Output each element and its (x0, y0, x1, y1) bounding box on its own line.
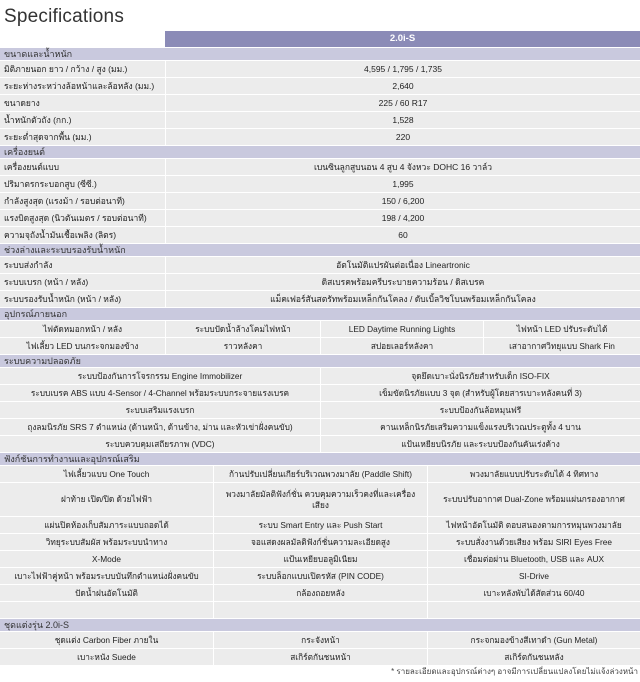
feature-cell: พวงมาลัยแบบปรับระดับได้ 4 ทิศทาง (428, 466, 640, 482)
feature-cell: ระบบปรับอากาศ Dual-Zone พร้อมแผ่นกรองอากาศ (428, 483, 640, 516)
spec-label: ระยะห่างระหว่างล้อหน้าและล้อหลัง (มม.) (0, 78, 165, 94)
spec-value: แม็คเฟอร์สันสตรัทพร้อมเหล็กกันโคลง / ดับเบิ้ลวิชโบนพร้อมเหล็กกันโคลง (166, 291, 640, 307)
feature-cell: จอแสดงผลมัลติฟังก์ชั่นความละเอียดสูง (214, 534, 427, 550)
feature-cell: สเกิร์ตกันชนหลัง (428, 649, 640, 665)
spec-label: ปริมาตรกระบอกสูบ (ซีซี.) (0, 176, 165, 192)
spec-value: 1,528 (166, 112, 640, 128)
spec-value: 225 / 60 R17 (166, 95, 640, 111)
feature-cell: ไฟตัดหมอกหน้า / หลัง (0, 321, 165, 337)
feature-row (0, 649, 640, 666)
section-header-dimensions: ขนาดและน้ำหนัก (0, 48, 640, 61)
feature-cell (428, 602, 640, 618)
spec-value: เบนซินลูกสูบนอน 4 สูบ 4 จังหวะ DOHC 16 วาล์ว (166, 159, 640, 175)
feature-cell: พวงมาลัยมัลติฟังก์ชั่น ควบคุมความเร็วคงที่และเครื่องเสียง (214, 483, 427, 516)
feature-cell: กล้องถอยหลัง (214, 585, 427, 601)
feature-cell: ระบบล็อกแบบเปิดรหัส (PIN CODE) (214, 568, 427, 584)
feature-cell: แผ่นปิดห้องเก็บสัมภาระแบบถอดได้ (0, 517, 213, 533)
section-header-safety: ระบบความปลอดภัย (0, 355, 640, 368)
spec-row (0, 176, 640, 193)
feature-cell: ระบบเบรค ABS แบบ 4-Sensor / 4-Channel พร้อมระบบกระจายแรงเบรค (0, 385, 320, 401)
spec-value: 198 / 4,200 (166, 210, 640, 226)
feature-cell: เบาะหลังพับได้สัดส่วน 60/40 (428, 585, 640, 601)
feature-cell: ฝาท้าย เปิด/ปิด ด้วยไฟฟ้า (0, 483, 213, 516)
spec-value: อัตโนมัติแปรผันต่อเนื่อง Lineartronic (166, 257, 640, 273)
spec-label: น้ำหนักตัวถัง (กก.) (0, 112, 165, 128)
spec-row (0, 61, 640, 78)
feature-row (0, 436, 640, 453)
model-header: 2.0i-S (165, 31, 640, 47)
feature-cell: ระบบปัดน้ำล้างโคมไฟหน้า (166, 321, 320, 337)
spec-label: ระบบเบรก (หน้า / หลัง) (0, 274, 165, 290)
spec-row (0, 95, 640, 112)
spec-value: 60 (166, 227, 640, 243)
feature-cell: เข็มขัดนิรภัยแบบ 3 จุด (สำหรับผู้โดยสารเบาะหลังคนที่ 3) (321, 385, 640, 401)
feature-cell: ราวหลังคา (166, 338, 320, 354)
feature-row (0, 338, 640, 355)
feature-cell: วิทยุระบบสัมผัส พร้อมระบบนำทาง (0, 534, 213, 550)
feature-cell: ระบบเสริมแรงเบรก (0, 402, 320, 418)
feature-cell: คานเหล็กนิรภัยเสริมความแข็งแรงบริเวณประตูทั้ง 4 บาน (321, 419, 640, 435)
feature-cell: SI-Drive (428, 568, 640, 584)
feature-cell: กระจังหน้า (214, 632, 427, 648)
feature-row (0, 466, 640, 483)
spec-label: ระบบส่งกำลัง (0, 257, 165, 273)
spec-label: กำลังสูงสุด (แรงม้า / รอบต่อนาที) (0, 193, 165, 209)
spec-table (0, 48, 640, 666)
spec-label: เครื่องยนต์แบบ (0, 159, 165, 175)
section-header-engine: เครื่องยนต์ (0, 146, 640, 159)
spec-value: 1,995 (166, 176, 640, 192)
spec-label: ระบบรองรับน้ำหนัก (หน้า / หลัง) (0, 291, 165, 307)
feature-cell: สเกิร์ตกันชนหน้า (214, 649, 427, 665)
feature-row (0, 368, 640, 385)
spec-value: 4,595 / 1,795 / 1,735 (166, 61, 640, 77)
feature-cell: X-Mode (0, 551, 213, 567)
feature-cell: ไฟเลี้ยวแบบ One Touch (0, 466, 213, 482)
feature-cell (0, 602, 213, 618)
feature-cell: ไฟหน้า LED ปรับระดับได้ (484, 321, 640, 337)
spec-row (0, 291, 640, 308)
spec-row (0, 274, 640, 291)
spec-value: 2,640 (166, 78, 640, 94)
spec-row (0, 210, 640, 227)
section-header-chassis: ช่วงล่างและระบบรองรับน้ำหนัก (0, 244, 640, 257)
feature-row (0, 483, 640, 517)
feature-cell: สปอยเลอร์หลังคา (321, 338, 483, 354)
feature-cell: ถุงลมนิรภัย SRS 7 ตำแหน่ง (ด้านหน้า, ด้านข้าง, ม่าน และหัวเข่าฝั่งคนขับ) (0, 419, 320, 435)
feature-cell: ระบบสั่งงานด้วยเสียง พร้อม SIRI Eyes Free (428, 534, 640, 550)
feature-cell: ไฟหน้าอัตโนมัติ ตอบสนองตามการหมุนพวงมาลัย (428, 517, 640, 533)
feature-cell: ระบบ Smart Entry และ Push Start (214, 517, 427, 533)
feature-cell: เบาะไฟฟ้าคู่หน้า พร้อมระบบบันทึกตำแหน่งฝั่งคนขับ (0, 568, 213, 584)
feature-row (0, 602, 640, 619)
feature-row (0, 632, 640, 649)
feature-row (0, 321, 640, 338)
feature-cell: แป้นเหยียบนิรภัย และระบบป้องกันคันเร่งค้าง (321, 436, 640, 452)
footnote: * รายละเอียดและอุปกรณ์ต่างๆ อาจมีการเปลี่ยนแปลงโดยไม่แจ้งล่วงหน้า (391, 667, 638, 676)
section-header-functions: ฟังก์ชันการทำงานและอุปกรณ์เสริม (0, 453, 640, 466)
spec-value: 150 / 6,200 (166, 193, 640, 209)
feature-cell: เสาอากาศวิทยุแบบ Shark Fin (484, 338, 640, 354)
spec-label: ความจุถังน้ำมันเชื้อเพลิง (ลิตร) (0, 227, 165, 243)
spec-row (0, 78, 640, 95)
spec-value: ดิสเบรคพร้อมครีบระบายความร้อน / ดิสเบรค (166, 274, 640, 290)
spec-row (0, 112, 640, 129)
feature-cell: จุดยึดเบาะนั่งนิรภัยสำหรับเด็ก ISO-FIX (321, 368, 640, 384)
feature-row (0, 534, 640, 551)
feature-cell: ก้านปรับเปลี่ยนเกียร์บริเวณพวงมาลัย (Paddle Shift) (214, 466, 427, 482)
feature-row (0, 551, 640, 568)
spec-row (0, 193, 640, 210)
feature-cell: เบาะหนัง Suede (0, 649, 213, 665)
feature-row (0, 385, 640, 402)
feature-row (0, 419, 640, 436)
feature-cell: แป้นเหยียบอลูมิเนียม (214, 551, 427, 567)
spec-label: แรงบิดสูงสุด (นิวตันเมตร / รอบต่อนาที) (0, 210, 165, 226)
spec-value: 220 (166, 129, 640, 145)
spec-row (0, 227, 640, 244)
feature-row (0, 517, 640, 534)
feature-row (0, 568, 640, 585)
feature-row (0, 402, 640, 419)
feature-row (0, 585, 640, 602)
feature-cell: ระบบควบคุมเสถียรภาพ (VDC) (0, 436, 320, 452)
feature-cell: กระจกมองข้างสีเทาดำ (Gun Metal) (428, 632, 640, 648)
spec-row (0, 257, 640, 274)
feature-cell (214, 602, 427, 618)
feature-cell: ชุดแต่ง Carbon Fiber ภายใน (0, 632, 213, 648)
spec-label: ระยะต่ำสุดจากพื้น (มม.) (0, 129, 165, 145)
spec-row (0, 159, 640, 176)
section-header-bodykit: ชุดแต่งรุ่น 2.0i-S (0, 619, 640, 632)
spec-label: มิติภายนอก ยาว / กว้าง / สูง (มม.) (0, 61, 165, 77)
spec-row (0, 129, 640, 146)
feature-cell: ปัดน้ำฝนอัตโนมัติ (0, 585, 213, 601)
section-header-exterior: อุปกรณ์ภายนอก (0, 308, 640, 321)
feature-cell: ไฟเลี้ยว LED บนกระจกมองข้าง (0, 338, 165, 354)
feature-cell: LED Daytime Running Lights (321, 321, 483, 337)
spec-label: ขนาดยาง (0, 95, 165, 111)
feature-cell: ระบบป้องกันล้อหมุนฟรี (321, 402, 640, 418)
feature-cell: เชื่อมต่อผ่าน Bluetooth, USB และ AUX (428, 551, 640, 567)
page-title: Specifications (4, 6, 125, 27)
feature-cell: ระบบป้องกันการโจรกรรม Engine Immobilizer (0, 368, 320, 384)
